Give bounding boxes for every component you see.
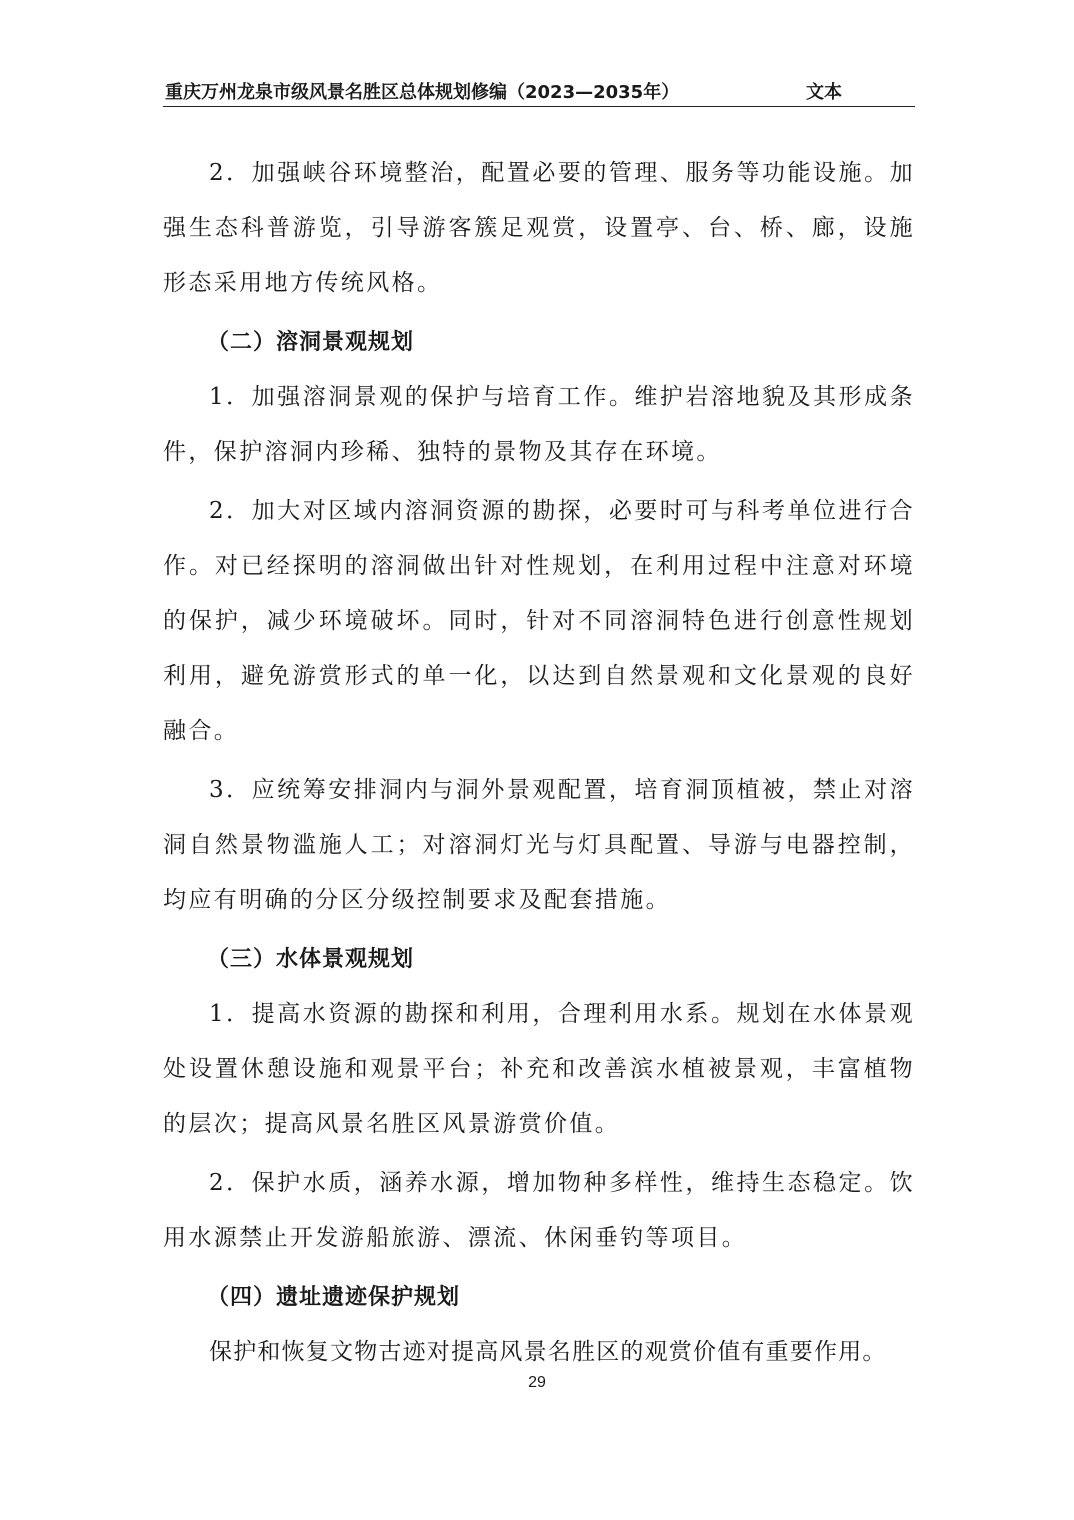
document-title: 重庆万州龙泉市级风景名胜区总体规划修编（2023—2035年） [165,82,680,103]
section-heading-water-landscape: （三）水体景观规划 [207,947,415,972]
page-header [163,76,915,107]
paragraph-cave-lighting: 3．应统筹安排洞内与洞外景观配置，培育洞顶植被，禁止对溶洞自然景物滥施人工；对溶洞灯光与灯具配置、导游与电器控制，均应有明确的分区分级控制要求及配套措施。 [163,777,915,913]
paragraph-heritage-protection: 保护和恢复文物古迹对提高风景名胜区的观赏价值有重要作用。 [209,1339,887,1365]
paragraph-gorge-environment: 2．加强峡谷环境整治，配置必要的管理、服务等功能设施。加强生态科普游览，引导游客簇足观赏，设置亭、台、桥、廊，设施形态采用地方传统风格。 [163,160,915,296]
paragraph-water-quality: 2．保护水质，涵养水源，增加物种多样性，维持生态稳定。饮用水源禁止开发游船旅游、漂流、休闲垂钓等项目。 [163,1170,915,1251]
document-type-label: 文本 [806,82,842,103]
paragraph-water-resources: 1．提高水资源的勘探和利用，合理利用水系。规划在水体景观处设置休憩设施和观景平台；补充和改善滨水植被景观，丰富植物的层次；提高风景名胜区风景游赏价值。 [163,1001,915,1137]
section-heading-heritage-sites: （四）遗址遗迹保护规划 [207,1285,461,1310]
page-body [163,146,915,1380]
section-heading-karst-cave: （二）溶洞景观规划 [207,330,415,355]
page-number: 29 [528,1374,546,1391]
paragraph-cave-protection: 1．加强溶洞景观的保护与培育工作。维护岩溶地貌及其形成条件，保护溶洞内珍稀、独特的景物及其存在环境。 [163,384,915,465]
paragraph-cave-exploration: 2．加大对区域内溶洞资源的勘探，必要时可与科考单位进行合作。对已经探明的溶洞做出针对性规划，在利用过程中注意对环境的保护，减少环境破坏。同时，针对不同溶洞特色进行创意性规划利用，避免游赏形式的单一化，以达到自然景观和文化景观的良好融合。 [163,498,915,744]
